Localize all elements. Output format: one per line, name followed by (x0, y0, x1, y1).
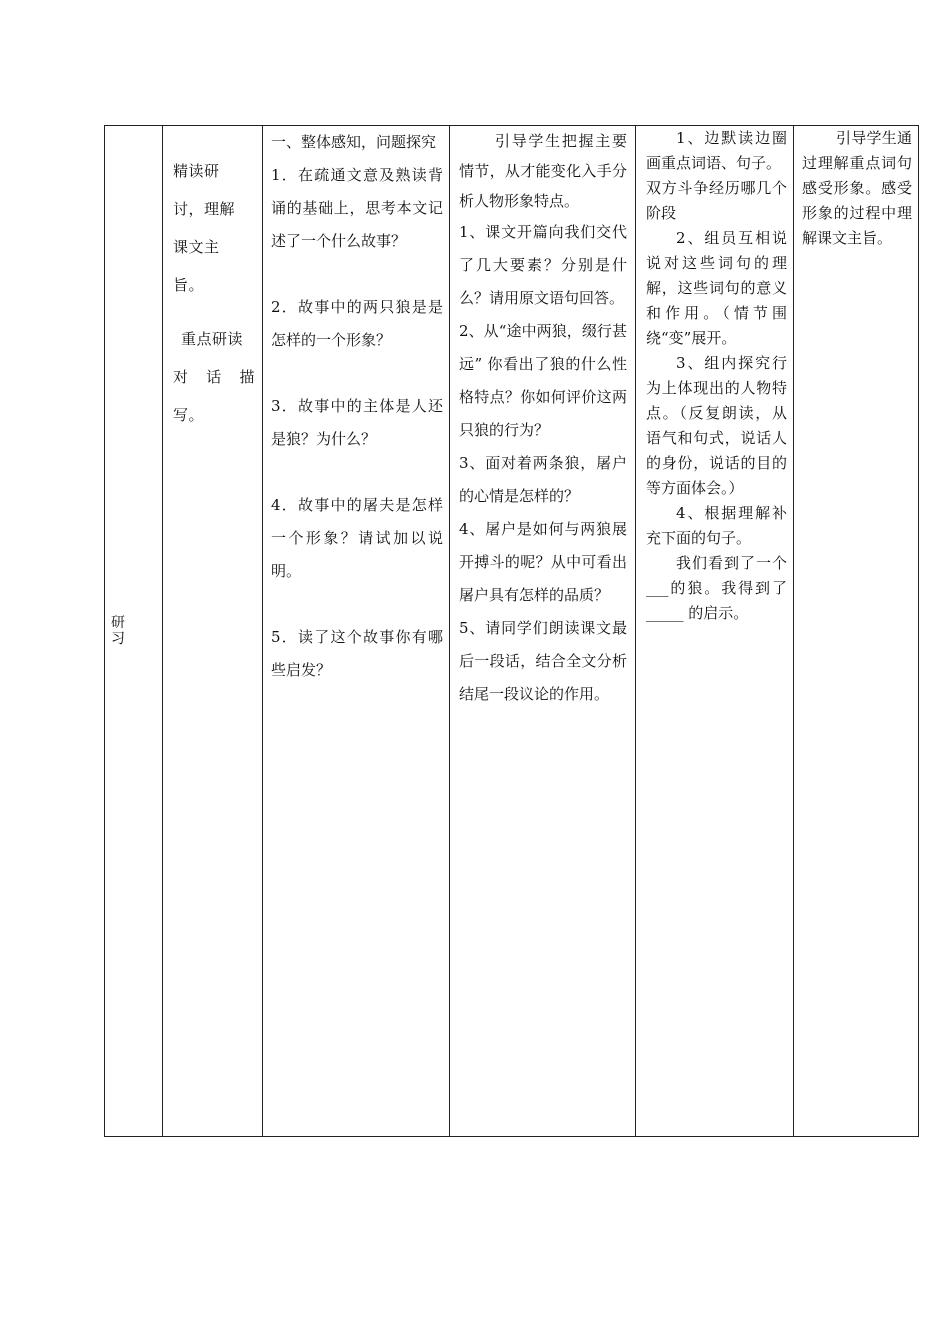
objective-char: 对 (173, 368, 189, 386)
objective-line: 课文主 (173, 238, 220, 256)
student-item: 2、组员互相说说对这些词句的理解，这些词句的意义和作用。（情节围绕“变”展开。 (646, 229, 787, 347)
objective-line: 写。 (173, 406, 205, 424)
objectives-cell (163, 126, 263, 1137)
teacher-item: 4、屠户是如何与两狼展开搏斗的呢？从中可看出屠户具有怎样的品质？ (459, 520, 627, 604)
student-item: 双方斗争经历哪几个阶段 (646, 179, 787, 222)
student-item: 4、根据理解补充下面的句子。 (646, 504, 787, 547)
task-question: 1．在疏通文意及熟读背诵的基础上，思考本文记述了一个什么故事？ (271, 166, 443, 250)
design-intent-cell (794, 126, 919, 1137)
teacher-item: 5、请同学们朗读课文最后一段话，结合全文分析结尾一段议论的作用。 (459, 619, 627, 703)
objective-line: 讨，理解 (173, 200, 236, 218)
student-activity-cell (636, 126, 794, 1137)
lesson-plan-table (104, 125, 919, 1137)
stage-label: 研习 (111, 615, 125, 647)
task-question: 5．读了这个故事你有哪些启发？ (271, 628, 443, 679)
teacher-item: 1、课文开篇向我们交代了几大要素？分别是什么？请用原文语句回答。 (459, 223, 627, 307)
teacher-activity-cell (450, 126, 636, 1137)
table-row (105, 126, 919, 1137)
task-question: 3．故事中的主体是人还是狼？为什么？ (271, 397, 443, 448)
objective-char: 描 (239, 368, 255, 386)
task-question: 4．故事中的屠夫是怎样一个形象？请试加以说明。 (271, 496, 443, 580)
teacher-item: 2、从“途中两狼，缀行甚远” 你看出了狼的什么性格特点？你如何评价这两只狼的行为？ (459, 322, 627, 439)
tasks-heading: 一、整体感知，问题探究 (271, 133, 437, 151)
objective-char: 话 (206, 368, 222, 386)
task-question: 2．故事中的两只狼是是怎样的一个形象？ (271, 298, 443, 349)
student-item: 我们看到了一个___的狼。我得到了_____ 的启示。 (646, 554, 787, 622)
teacher-intro: 引导学生把握主要情节，从才能变化入手分析人物形象特点。 (459, 132, 627, 210)
student-item: 1、边默读边圈画重点词语、句子。 (646, 129, 787, 172)
teacher-item: 3、面对着两条狼，屠户的心情是怎样的？ (459, 454, 627, 505)
tasks-cell (263, 126, 450, 1137)
stage-cell (105, 126, 163, 1137)
objective-line: 重点研读 (181, 330, 244, 348)
student-item: 3、组内探究行为上体现出的人物特点。（反复朗读，从语气和句式，说话人的身份，说话的目的等方面体会。） (646, 354, 787, 497)
objective-line-spread (173, 358, 255, 396)
objective-line: 旨。 (173, 276, 205, 294)
design-intent-text: 引导学生通过理解重点词句感受形象。感受形象的过程中理解课文主旨。 (802, 129, 912, 247)
objective-line: 精读研 (173, 162, 220, 180)
